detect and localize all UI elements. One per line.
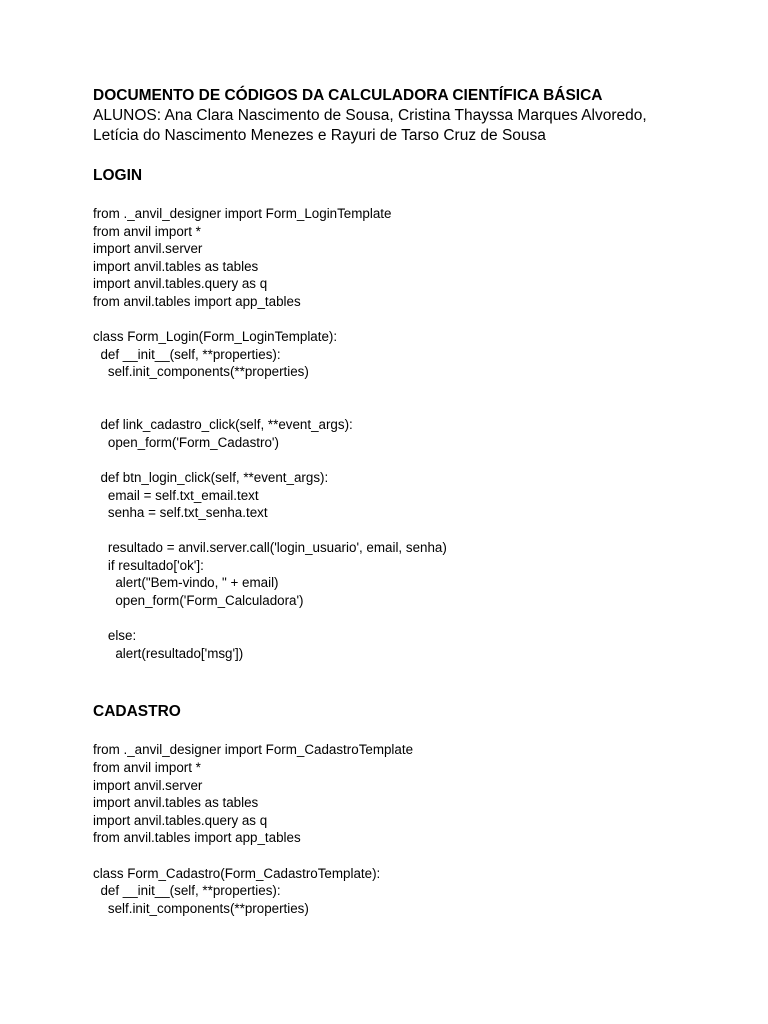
code-line: from anvil.tables import app_tables	[93, 830, 301, 846]
code-line: import anvil.tables.query as q	[93, 276, 268, 292]
code-line: from ._anvil_designer import Form_LoginTemplate	[93, 206, 392, 221]
code-line: import anvil.server	[93, 241, 203, 257]
code-line: import anvil.tables as tables	[93, 258, 259, 274]
section-heading-cadastro: CADASTRO	[93, 703, 181, 721]
code-line: from anvil import *	[93, 223, 201, 239]
code-line: if resultado['ok']:	[93, 557, 204, 573]
code-line	[93, 311, 733, 329]
code-line	[93, 610, 733, 628]
code-line: email = self.txt_email.text	[93, 487, 259, 503]
code-line	[93, 451, 733, 469]
code-line: class Form_Cadastro(Form_CadastroTemplate):	[93, 865, 381, 881]
document-page	[93, 86, 733, 917]
code-line	[93, 399, 733, 417]
code-line: def btn_login_click(self, **event_args):	[93, 469, 329, 485]
code-block-login	[93, 205, 733, 662]
code-line: def __init__(self, **properties):	[93, 883, 281, 899]
code-line: import anvil.tables.query as q	[93, 812, 268, 828]
code-line: else:	[93, 628, 137, 644]
code-block-cadastro	[93, 741, 733, 917]
code-line: senha = self.txt_senha.text	[93, 505, 268, 521]
code-line: import anvil.server	[93, 777, 203, 793]
code-line: self.init_components(**properties)	[93, 900, 309, 916]
code-line: from anvil import *	[93, 760, 201, 776]
code-line: import anvil.tables as tables	[93, 795, 259, 811]
document-title: DOCUMENTO DE CÓDIGOS DA CALCULADORA CIENTÍFICA BÁSICA	[93, 87, 603, 104]
code-line	[93, 381, 733, 399]
authors-line-2: Letícia do Nascimento Menezes e Rayuri de Tarso Cruz de Sousa	[93, 127, 546, 144]
code-line	[93, 522, 733, 540]
code-line	[93, 847, 733, 865]
code-line: def __init__(self, **properties):	[93, 346, 281, 362]
code-line: open_form('Form_Cadastro')	[93, 434, 279, 450]
section-heading-login: LOGIN	[93, 167, 143, 184]
code-line: def link_cadastro_click(self, **event_args):	[93, 417, 353, 433]
code-line: open_form('Form_Calculadora')	[93, 593, 304, 609]
code-line: from ._anvil_designer import Form_CadastroTemplate	[93, 742, 414, 758]
code-line: resultado = anvil.server.call('login_usuario', email, senha)	[93, 540, 447, 556]
code-line: alert(resultado['msg'])	[93, 645, 244, 661]
code-line: alert("Bem-vindo, " + email)	[93, 575, 279, 591]
code-line: self.init_components(**properties)	[93, 364, 309, 380]
authors-line-1: ALUNOS: Ana Clara Nascimento de Sousa, Cristina Thayssa Marques Alvoredo,	[93, 107, 647, 124]
code-line: from anvil.tables import app_tables	[93, 293, 301, 309]
code-line: class Form_Login(Form_LoginTemplate):	[93, 329, 338, 345]
